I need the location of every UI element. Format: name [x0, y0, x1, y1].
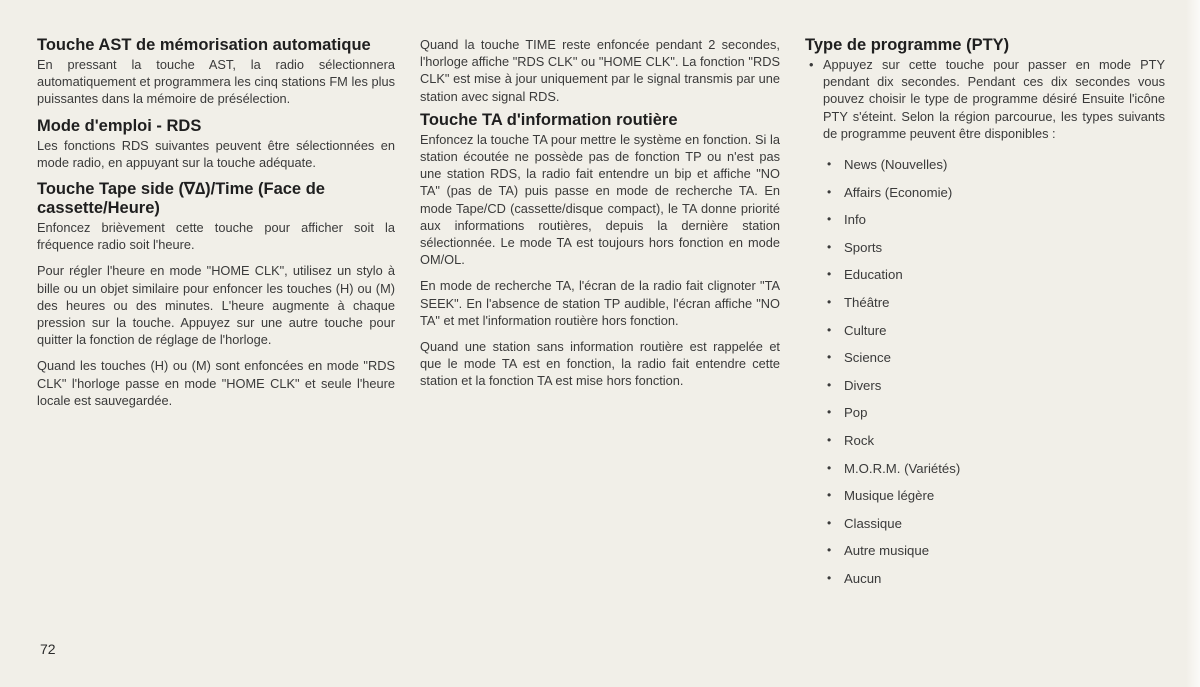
time-key-paragraph: Quand la touche TIME reste enfoncée pendant 2 secondes, l'horloge affiche "RDS CLK" ou "HOME CLK". La fonction "RDS CLK" est mise à jour uniquement par le signal transmis par une station avec signal RDS.: [420, 37, 780, 104]
list-item: • Pop: [827, 399, 1165, 427]
section-body-tape-side-2: Pour régler l'heure en mode "HOME CLK", utilisez un stylo à bille ou un objet similaire pour enfoncer les touches (H) ou (M) des heures ou des minutes. L'heure augmente à chaque pression sur la touche. Appuyez sur une autre touche pour quitter la fonction de réglage de l'horloge.: [37, 263, 395, 348]
page-number: 72: [40, 641, 56, 657]
column-middle: [420, 36, 780, 399]
column-right: [805, 36, 1165, 593]
section-title-rds: Mode d'emploi - RDS: [37, 116, 202, 135]
list-item: • Autre musique: [827, 537, 1165, 565]
list-item: • Divers: [827, 372, 1165, 400]
list-item: • Affairs (Economie): [827, 179, 1165, 207]
list-item: • Classique: [827, 510, 1165, 538]
pty-list: [805, 151, 1165, 593]
section-title-pty: Type de programme (PTY): [805, 36, 1010, 54]
page-edge: [1186, 0, 1200, 687]
list-item: • Aucun: [827, 565, 1165, 593]
section-body-ta-2: En mode de recherche TA, l'écran de la radio fait clignoter "TA SEEK". En l'absence de station TP audible, l'écran affiche "NO TA" et met l'information routière hors fonction.: [420, 278, 780, 328]
column-left: [37, 36, 395, 418]
section-title-tape-side: Touche Tape side (∇∆)/Time (Face de cassette/Heure): [37, 180, 325, 218]
section-body-tape-side-1: Enfoncez brièvement cette touche pour afficher soit la fréquence radio soit l'heure.: [37, 220, 395, 253]
section-body-rds: Les fonctions RDS suivantes peuvent être sélectionnées en mode radio, en appuyant sur la touche adéquate.: [37, 137, 395, 170]
list-item: • Rock: [827, 427, 1165, 455]
section-body-tape-side-3: Quand les touches (H) ou (M) sont enfoncées en mode "RDS CLK" l'horloge passe en mode "HOME CLK" et seule l'heure locale est sauvegardée.: [37, 358, 395, 408]
section-body-ta-3: Quand une station sans information routière est rappelée et que le mode TA est en fonction, la radio fait entendre cette station et la fonction TA est mise hors fonction.: [420, 339, 780, 389]
section-body-pty: • Appuyez sur cette touche pour passer en mode PTY pendant dix secondes. Pendant ces dix secondes vous pouvez choisir le type de programme désiré Ensuite l'icône PTY s'éteint. Selon la région parcourue, les types suivants de programme peuvent être disponibles :: [805, 56, 1165, 142]
list-item: • Théâtre: [827, 289, 1165, 317]
list-item: • Science: [827, 344, 1165, 372]
list-item: • M.O.R.M. (Variétés): [827, 455, 1165, 483]
section-title-ast: Touche AST de mémorisation automatique: [37, 36, 371, 54]
section-body-ast: En pressant la touche AST, la radio sélectionnera automatiquement et programmera les cinq stations FM les plus puissantes dans la mémoire de présélection.: [37, 57, 395, 107]
list-item: • Musique légère: [827, 482, 1165, 510]
list-item: • Education: [827, 261, 1165, 289]
section-body-ta-1: Enfoncez la touche TA pour mettre le système en fonction. Si la station écoutée ne possède pas de fonction TP ou n'est pas une station RDS, la radio fait entendre un bip et affiche "NO TA" (pas de TA) puis passe en mode de recherche TA. En mode Tape/CD (cassette/disque compact), le TA donne priorité aux informations routières, depuis la dernière station sélectionnée. Le mode TA est toujours hors fonction en mode OM/OL.: [420, 131, 780, 268]
list-item: • Culture: [827, 317, 1165, 345]
list-item: • Sports: [827, 234, 1165, 262]
list-item: • News (Nouvelles): [827, 151, 1165, 179]
list-item: • Info: [827, 206, 1165, 234]
section-title-ta: Touche TA d'information routière: [420, 110, 678, 129]
